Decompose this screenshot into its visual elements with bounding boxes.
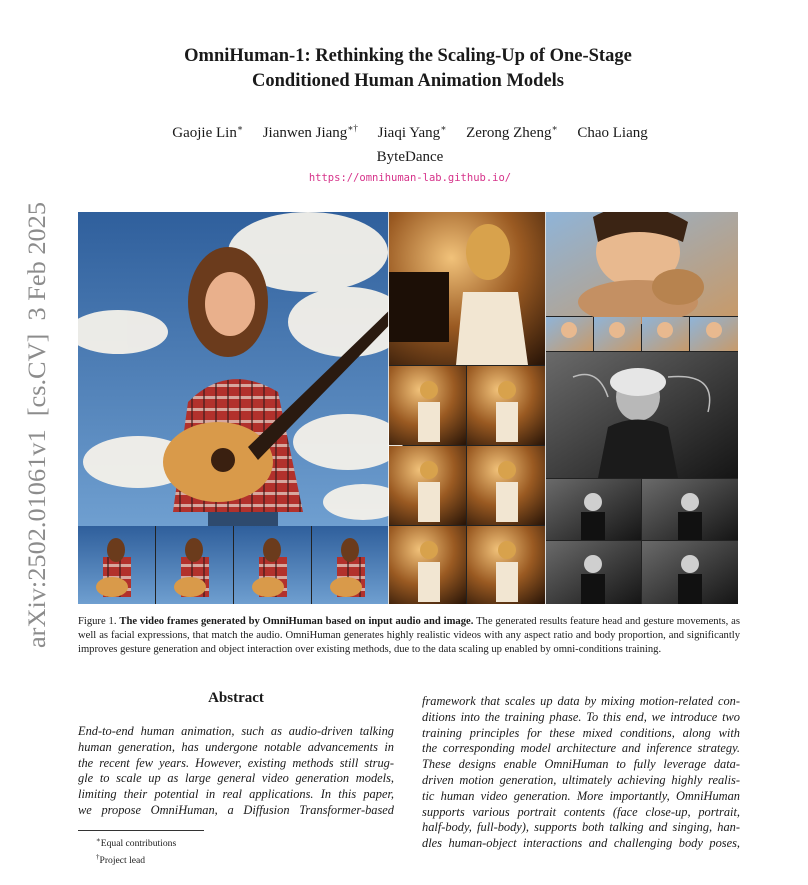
author: Jiaqi Yang∗ bbox=[377, 123, 447, 141]
arxiv-stamp-text: arXiv:2502.01061v1 [cs.CV] 3 Feb 2025 bbox=[24, 224, 51, 648]
teaser-figure bbox=[78, 212, 738, 604]
author: Zerong Zheng∗ bbox=[466, 123, 558, 141]
abstract-column-right bbox=[422, 694, 740, 852]
guitar-singer-image bbox=[78, 212, 408, 526]
abstract-line: training principles for these mixed conditions, along with bbox=[422, 725, 740, 740]
footnotes bbox=[96, 834, 176, 867]
abstract-line: driven motion generation, ultimately achieving highly realis- bbox=[422, 772, 740, 787]
girl-with-cat-frame-strip bbox=[546, 317, 738, 351]
abstract-line: half-body, full-body), supports both talking and singing, han- bbox=[422, 820, 740, 835]
girl-with-cat-image bbox=[546, 212, 738, 324]
abstract-line: the corresponding model architecture and inference strategy. bbox=[422, 741, 740, 756]
figure-caption bbox=[78, 615, 740, 656]
abstract-line: we propose OmniHuman, a Diffusion Transformer-based bbox=[78, 802, 394, 817]
footnote: †Project lead bbox=[96, 852, 146, 866]
abstract-line: ditions into the training phase. To this end, we introduce two bbox=[422, 709, 740, 724]
caption-label: Figure 1. bbox=[78, 616, 117, 627]
chalkboard-frame-grid bbox=[546, 479, 738, 604]
arxiv-stamp bbox=[9, 200, 55, 648]
title-line-1: OmniHuman-1: Rethinking the Scaling-Up of One-Stage bbox=[184, 46, 632, 66]
abstract-line: gle to scale up as large general video generation models, bbox=[78, 771, 394, 786]
author: Gaojie Lin∗ bbox=[172, 123, 243, 141]
abstract-line: End-to-end human animation, such as audio-driven talking bbox=[78, 724, 394, 738]
author: Jianwen Jiang∗† bbox=[262, 123, 358, 141]
footnote-rule bbox=[78, 830, 204, 831]
abstract-line: framework that scales up data by mixing motion-related con- bbox=[422, 694, 740, 708]
caption-text: The generated results feature head and gesture movements, as well as facial expressions, that match the audio. OmniHuman generates highly realistic videos with any aspect ratio and body proportion, and significantly improves gesture generation and object interaction over existing methods, due to the data scaling up enabled by omni-conditions training. bbox=[78, 616, 741, 655]
piano-frame-grid bbox=[389, 366, 545, 604]
chalkboard-portrait-image bbox=[546, 352, 738, 478]
abstract-line: supports various portrait contents (face close-up, portrait, bbox=[422, 804, 740, 819]
affiliation: ByteDance bbox=[376, 149, 444, 165]
footnote: ∗Equal contributions bbox=[96, 836, 177, 850]
caption-bold: The video frames generated by OmniHuman based on input audio and image. bbox=[119, 616, 474, 627]
paper-title bbox=[104, 44, 712, 94]
abstract-line: the recent few years. However, existing methods still strug- bbox=[78, 755, 394, 770]
abstract-line: tic human video generation. More importantly, OmniHuman bbox=[422, 788, 740, 803]
abstract-line: dles human-object interactions and challenging body poses, bbox=[422, 836, 740, 851]
guitar-frame-strip bbox=[78, 526, 388, 604]
abstract-line: human generation, has undergone notable advancements in bbox=[78, 739, 394, 754]
author-list bbox=[90, 123, 730, 142]
abstract-line: These designs enable OmniHuman to fully leverage data- bbox=[422, 757, 740, 772]
abstract-line: limiting their potential in real applications. In this paper, bbox=[78, 787, 394, 802]
abstract-column-left bbox=[78, 724, 394, 819]
piano-singer-image bbox=[389, 212, 545, 365]
title-line-2: Conditioned Human Animation Models bbox=[252, 71, 564, 91]
project-link[interactable]: https://omnihuman-lab.github.io/ bbox=[308, 172, 512, 184]
author: Chao Liang bbox=[577, 125, 648, 141]
abstract-heading: Abstract bbox=[208, 690, 264, 706]
